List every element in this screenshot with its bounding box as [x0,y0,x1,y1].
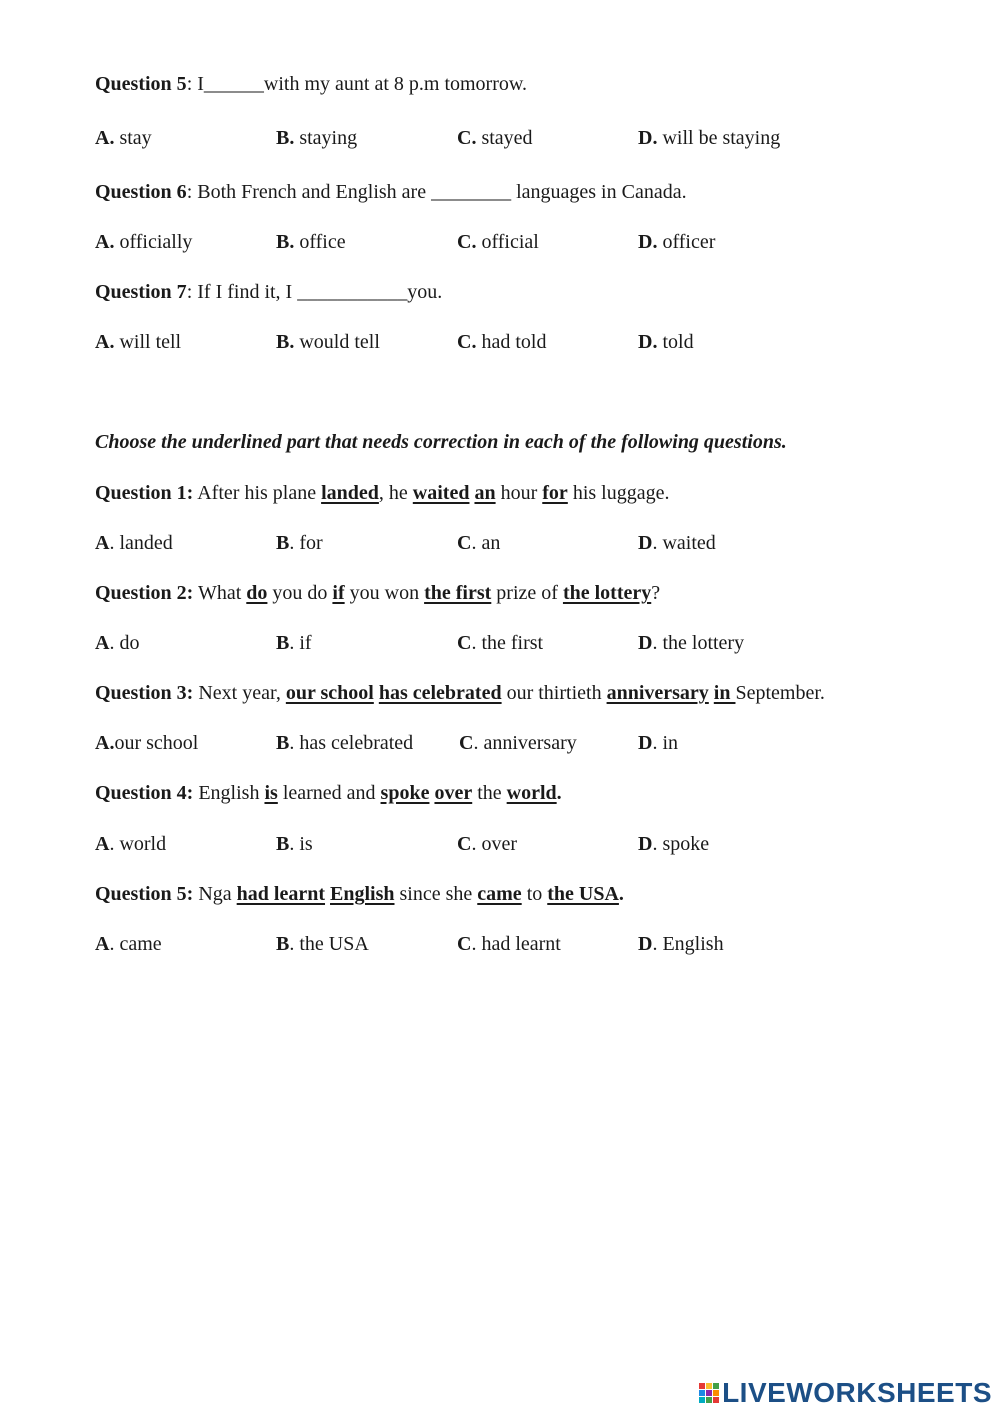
p2-q2-option-b[interactable]: B. if [276,632,312,654]
p1-q6-option-a[interactable]: A. officially [95,231,193,253]
p2-q5-option-a[interactable]: A. came [95,933,162,955]
underlined-part: has celebrated [378,682,502,704]
p2-question-4: Question 4: English is learned and spoke over the world. [95,782,562,804]
p2-q2-option-d[interactable]: D. the lottery [638,632,745,654]
p2-q2-option-a[interactable]: A. do [95,632,140,654]
p2-q3-option-d[interactable]: D. in [638,732,679,754]
p2-q1-option-a[interactable]: A. landed [95,532,173,554]
underlined-part: an [474,482,496,504]
underlined-part: anniversary [606,682,709,704]
p2-q4-option-c[interactable]: C. over [457,833,517,855]
p2-q1-option-d[interactable]: D. waited [638,532,716,554]
p2-q5-option-c[interactable]: C. had learnt [457,933,561,955]
underlined-part: our school [285,682,374,704]
underlined-part: over [434,782,473,804]
p2-q4-option-a[interactable]: A. world [95,833,167,855]
underlined-part: landed [321,482,379,504]
p2-q3-option-b[interactable]: B. has celebrated [276,732,414,754]
p1-q6-option-b[interactable]: B. office [276,231,346,253]
p2-question-2: Question 2: What do you do if you won the first prize of the lottery? [95,582,661,604]
p2-question-5: Question 5: Nga had learnt English since she came to the USA. [95,883,624,905]
p2-q5-option-d[interactable]: D. English [638,933,724,955]
p2-q2-option-c[interactable]: C. the first [457,632,544,654]
p2-q1-option-c[interactable]: C. an [457,532,501,554]
liveworksheets-logo[interactable] [698,1377,992,1409]
p2-q5-option-b[interactable]: B. the USA [276,933,369,955]
p2-question-1: Question 1: After his plane landed, he waited an hour for his luggage. [95,482,670,504]
underlined-part: came [477,883,522,905]
underlined-part: had learnt [236,883,326,905]
underlined-part: the USA [547,883,619,905]
p2-question-3: Question 3: Next year, our school has celebrated our thirtieth anniversary in September. [95,682,825,704]
underlined-part: is [264,782,278,804]
p1-q5-option-c[interactable]: C. stayed [457,127,533,149]
p2-q3-option-c[interactable]: C. anniversary [459,732,577,754]
p1-question-6: Question 6: Both French and English are ________ languages in Canada. [95,181,687,203]
p1-q7-option-b[interactable]: B. would tell [276,331,380,353]
p1-q5-option-a[interactable]: A. stay [95,127,152,149]
underlined-part: world [506,782,557,804]
brand-name: LIVEWORKSHEETS [722,1377,992,1408]
p2-q4-option-d[interactable]: D. spoke [638,833,710,855]
p1-q7-option-a[interactable]: A. will tell [95,331,182,353]
p1-question-5: Question 5: I______with my aunt at 8 p.m tomorrow. [95,73,528,95]
p1-q6-option-c[interactable]: C. official [457,231,539,253]
p2-q1-option-b[interactable]: B. for [276,532,323,554]
underlined-part: the first [424,582,492,604]
section-instruction: Choose the underlined part that needs correction in each of the following questions. [95,431,787,453]
underlined-part: spoke [380,782,430,804]
p2-q4-option-b[interactable]: B. is [276,833,313,855]
underlined-part: waited [412,482,470,504]
underlined-part: if [332,582,345,604]
p1-q7-option-d[interactable]: D. told [638,331,694,353]
underlined-part: do [246,582,268,604]
p1-q5-option-d[interactable]: D. will be staying [638,127,781,149]
p1-question-7: Question 7: If I find it, I ___________you. [95,281,443,303]
liveworksheets-logo-icon [698,1381,720,1405]
p1-q7-option-c[interactable]: C. had told [457,331,547,353]
underlined-part: for [542,482,568,504]
p1-q5-option-b[interactable]: B. staying [276,127,358,149]
underlined-part: the lottery [562,582,652,604]
p2-q3-option-a[interactable]: A.our school [95,732,199,754]
underlined-part: in [713,682,736,704]
underlined-part: English [330,883,395,905]
p1-q6-option-d[interactable]: D. officer [638,231,716,253]
